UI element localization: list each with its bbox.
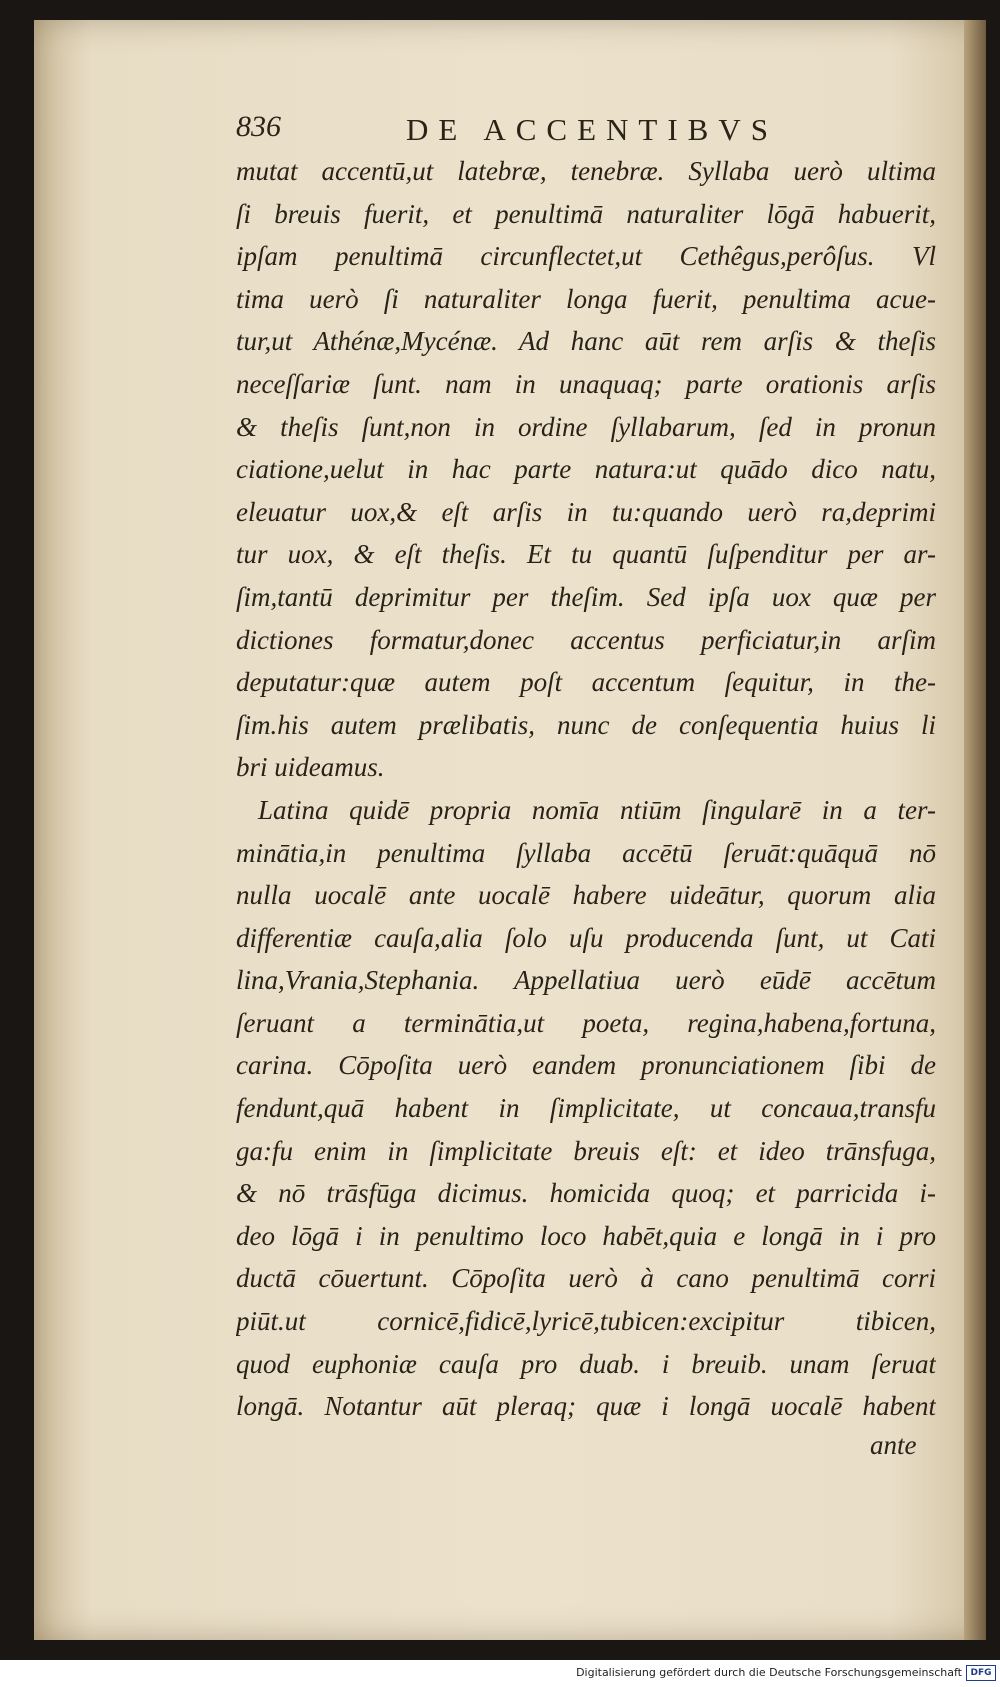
text-line: deputatur:quæ autem poſt accentum ſequitur, in the- xyxy=(236,667,936,698)
text-line: ſeruant a terminātia,ut poeta, regina,habena,fortuna, xyxy=(236,1007,936,1038)
text-line: fendunt,quā habent in ſimplicitate, ut concaua,transfu xyxy=(236,1093,936,1124)
text-line: carina. Cōpoſita uerò eandem pronunciationem ſibi de xyxy=(236,1050,936,1081)
running-title: DE ACCENTIBVS xyxy=(406,112,778,147)
body-text xyxy=(236,150,936,1428)
text-line: tur,ut Athénæ,Mycénæ. Ad hanc aūt rem arſis & theſis xyxy=(236,326,936,357)
text-line: ductā cōuertunt. Cōpoſita uerò à cano penultimā corri xyxy=(236,1263,936,1294)
folio-number: 836 xyxy=(236,110,281,143)
funding-credit: Digitalisierung gefördert durch die Deutsche Forschungsgemeinschaft xyxy=(576,1666,962,1679)
text-line: nulla uocalē ante uocalē habere uideātur, quorum alia xyxy=(236,880,936,911)
text-line: differentiæ cauſa,alia ſolo uſu producenda ſunt, ut Cati xyxy=(236,922,936,953)
page-gutter xyxy=(964,20,986,1640)
text-line: eleuatur uox,& eſt arſis in tu:quando uerò ra,deprimi xyxy=(236,496,936,527)
page-header xyxy=(236,110,856,154)
text-line: lina,Vrania,Stephania. Appellatiua uerò eūdē accētum xyxy=(236,965,936,996)
text-line: neceſſariæ ſunt. nam in unaquaq; parte orationis arſis xyxy=(236,368,936,399)
digitization-footer xyxy=(0,1660,1000,1687)
text-line: minātia,in penultima ſyllaba accētū ſeruāt:quāquā nō xyxy=(236,837,936,868)
text-line: & theſis ſunt,non in ordine ſyllabarum, ſed in pronun xyxy=(236,411,936,442)
text-line: ipſam penultimā circunflectet,ut Cethêgus,perôſus. Vl xyxy=(236,241,936,272)
text-line: ſim.his autem prælibatis, nunc de conſequentia huius li xyxy=(236,709,936,740)
catchword: ante xyxy=(870,1430,917,1460)
text-line: piūt.ut cornicē,fidicē,lyricē,tubicen:excipitur tibicen, xyxy=(236,1306,936,1337)
text-line: tima uerò ſi naturaliter longa fuerit, penultima acue- xyxy=(236,283,936,314)
text-line: longā. Notantur aūt pleraq; quæ i longā uocalē habent xyxy=(236,1391,936,1422)
text-line: ga:fu enim in ſimplicitate breuis eſt: et ideo trānsfuga, xyxy=(236,1135,936,1166)
text-line: ſim,tantū deprimitur per theſim. Sed ipſa uox quæ per xyxy=(236,581,936,612)
text-line: ſi breuis fuerit, et penultimā naturaliter lōgā habuerit, xyxy=(236,198,936,229)
paragraph-end-line: bri uideamus. xyxy=(236,752,385,783)
text-line: & nō trāsfūga dicimus. homicida quoq; et parricida i- xyxy=(236,1178,936,1209)
text-line: ciatione,uelut in hac parte natura:ut quādo dico natu, xyxy=(236,454,936,485)
text-line: dictiones formatur,donec accentus perficiatur,in arſim xyxy=(236,624,936,655)
paragraph-first-line: Latina quidē propria nomīa ntiūm ſingularē in a ter- xyxy=(258,794,936,825)
dfg-logo: DFG xyxy=(966,1665,996,1681)
text-line: tur uox, & eſt theſis. Et tu quantū ſuſpenditur per ar- xyxy=(236,539,936,570)
text-line: quod euphoniæ cauſa pro duab. i breuib. unam ſeruat xyxy=(236,1348,936,1379)
text-line: deo lōgā i in penultimo loco habēt,quia e longā in i pro xyxy=(236,1220,936,1251)
text-line: mutat accentū,ut latebræ, tenebræ. Syllaba uerò ultima xyxy=(236,156,936,186)
